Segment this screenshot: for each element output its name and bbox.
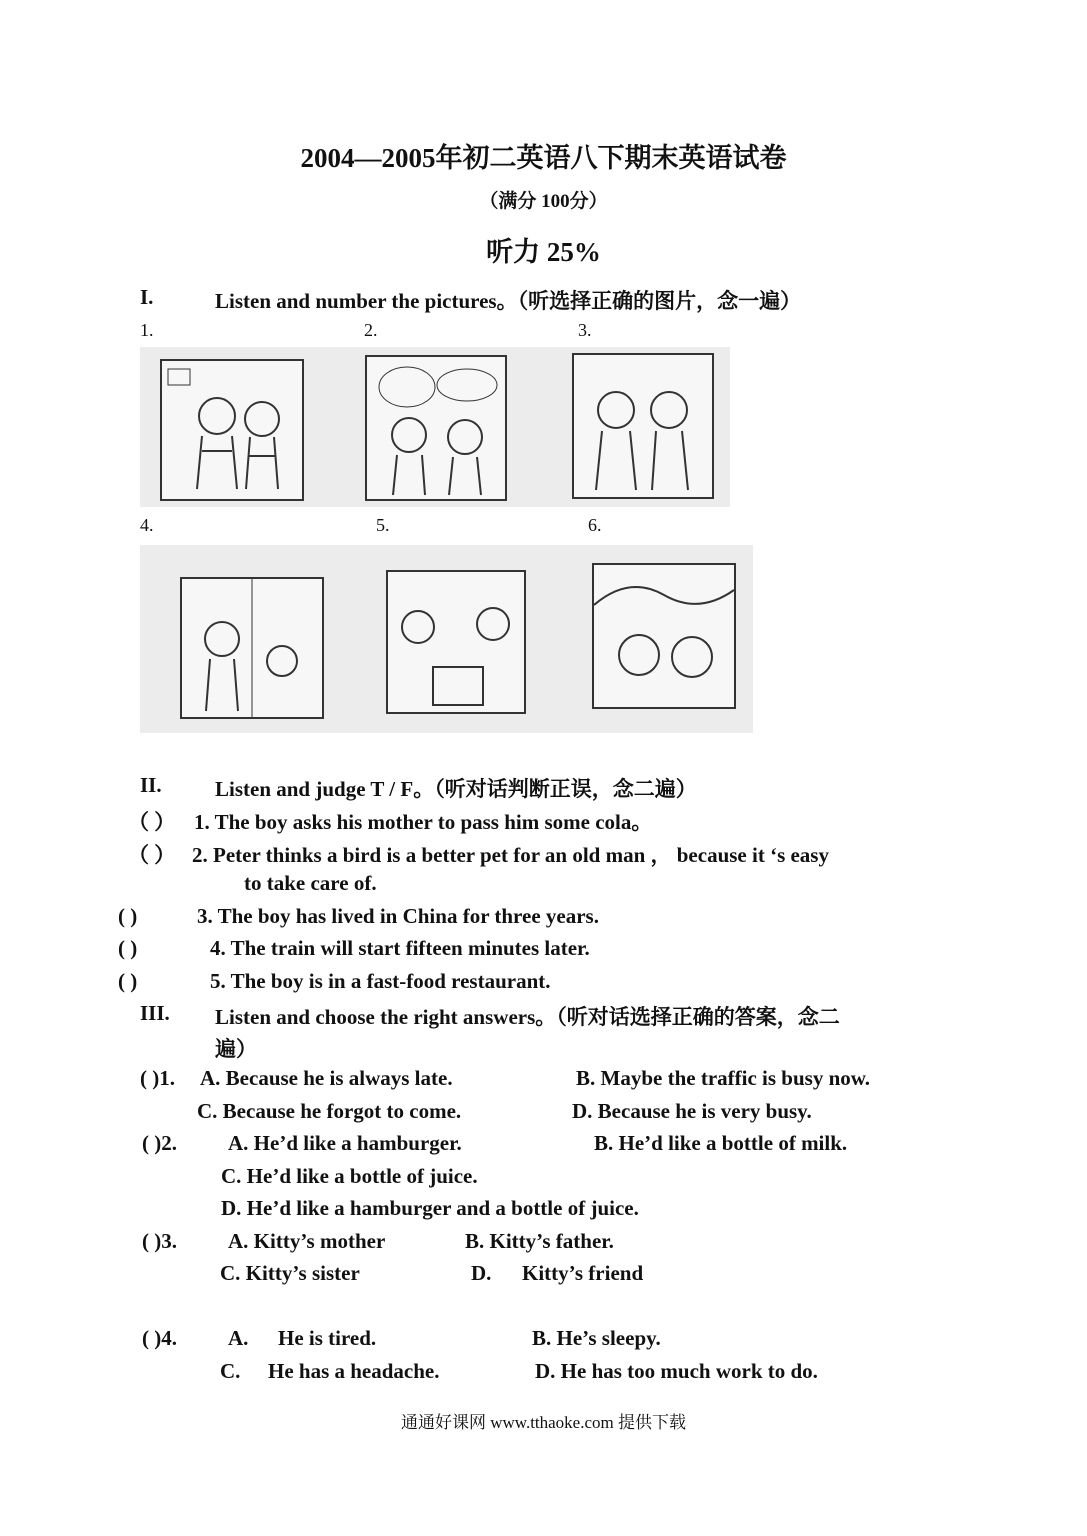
listening-heading: 听力 25% — [486, 237, 601, 267]
q4-option-c-letter: C. — [220, 1359, 241, 1383]
picture-5-illustration — [388, 572, 524, 712]
full-score-note: （满分 100分） — [479, 191, 608, 212]
picture-3-illustration — [574, 355, 712, 497]
q4-option-a-letter: A. — [228, 1326, 249, 1350]
q4-option-c: He has a headache. — [268, 1359, 440, 1383]
answer-blank-mc-4[interactable]: ( )4. — [142, 1326, 177, 1350]
section3-instruction-cont: 遍） — [215, 1037, 257, 1061]
q3-option-d-letter: D. — [471, 1261, 492, 1285]
q3-option-a: A. Kitty’s mother — [228, 1229, 386, 1253]
picture-4-illustration — [182, 579, 322, 717]
q2-option-b: B. He’d like a bottle of milk. — [594, 1131, 848, 1155]
answer-blank-mc-2[interactable]: ( )2. — [142, 1131, 177, 1155]
picture-4 — [180, 577, 324, 719]
q1-option-a: A. Because he is always late. — [200, 1066, 453, 1090]
picture-strip-bottom — [140, 545, 753, 733]
tf-statement-2: 2. Peter thinks a bird is a better pet for an old man ， because it ‘s easy — [192, 843, 829, 867]
section2-numeral: II. — [140, 773, 162, 797]
section1-numeral: I. — [140, 285, 154, 309]
picture-label-2: 2. — [364, 320, 378, 340]
q2-option-a: A. He’d like a hamburger. — [228, 1131, 462, 1155]
answer-blank-tf-5[interactable]: ( ) — [118, 969, 138, 993]
picture-1-illustration — [162, 361, 302, 499]
q3-option-c: C. Kitty’s sister — [220, 1261, 360, 1285]
q4-option-a: He is tired. — [278, 1326, 377, 1350]
section1-instruction: Listen and number the pictures。（听选择正确的图片，念一遍） — [215, 289, 802, 313]
answer-blank-tf-4[interactable]: ( ) — [118, 936, 138, 960]
answer-blank-mc-3[interactable]: ( )3. — [142, 1229, 177, 1253]
q4-option-b: B. He’s sleepy. — [532, 1326, 661, 1350]
q3-option-d: Kitty’s friend — [522, 1261, 644, 1285]
picture-3 — [572, 353, 714, 499]
picture-label-1: 1. — [140, 320, 154, 340]
picture-label-5: 5. — [376, 515, 390, 535]
picture-label-6: 6. — [588, 515, 602, 535]
page-title: 2004—2005年初二英语八下期末英语试卷 — [300, 143, 787, 173]
picture-2-illustration — [367, 357, 505, 499]
picture-1 — [160, 359, 304, 501]
section3-instruction: Listen and choose the right answers。（听对话选择正确的答案，念二 — [215, 1005, 840, 1029]
picture-label-4: 4. — [140, 515, 154, 535]
picture-2 — [365, 355, 507, 501]
tf-statement-5: 5. The boy is in a fast-food restaurant. — [210, 969, 551, 993]
answer-blank-tf-3[interactable]: ( ) — [118, 904, 138, 928]
section2-instruction: Listen and judge T / F。（听对话判断正误，念二遍） — [215, 777, 697, 801]
answer-blank-tf-1[interactable]: （ ） — [128, 810, 176, 834]
answer-blank-mc-1[interactable]: ( )1. — [140, 1066, 175, 1090]
picture-5 — [386, 570, 526, 714]
tf-statement-4: 4. The train will start fifteen minutes later. — [210, 936, 590, 960]
picture-6 — [592, 563, 736, 709]
q2-option-d: D. He’d like a hamburger and a bottle of juice. — [221, 1196, 639, 1220]
picture-6-illustration — [594, 565, 734, 707]
tf-statement-2-cont: to take care of. — [244, 871, 377, 895]
picture-label-3: 3. — [578, 320, 592, 340]
q1-option-b: B. Maybe the traffic is busy now. — [576, 1066, 870, 1090]
q3-option-b: B. Kitty’s father. — [465, 1229, 614, 1253]
q2-option-c: C. He’d like a bottle of juice. — [221, 1164, 478, 1188]
q1-option-c: C. Because he forgot to come. — [197, 1099, 462, 1123]
tf-statement-3: 3. The boy has lived in China for three years. — [197, 904, 599, 928]
answer-blank-tf-2[interactable]: （ ） — [128, 843, 176, 867]
q4-option-d: D. He has too much work to do. — [535, 1359, 818, 1383]
picture-strip-top — [140, 347, 730, 507]
q1-option-d: D. Because he is very busy. — [572, 1099, 812, 1123]
tf-statement-1: 1. The boy asks his mother to pass him some cola。 — [194, 810, 653, 834]
section3-numeral: III. — [140, 1001, 170, 1025]
footer-source: 通通好课网 www.tthaoke.com 提供下载 — [400, 1413, 687, 1432]
